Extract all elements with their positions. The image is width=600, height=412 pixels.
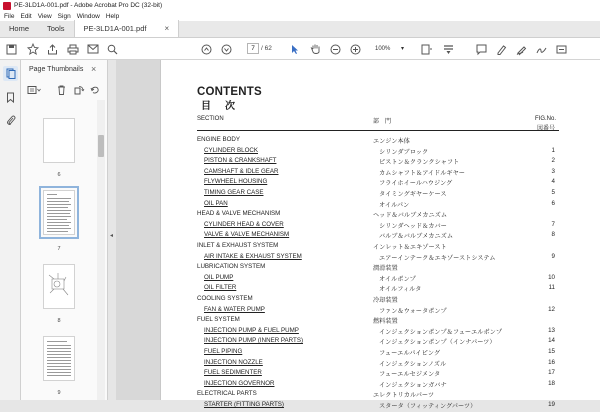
toc-entry-jp: タイミングギヤーケース — [379, 191, 447, 198]
tab-home[interactable] — [0, 20, 38, 37]
toc-row[interactable] — [197, 274, 559, 285]
toc-row[interactable] — [197, 157, 559, 168]
toc-fig-number: 16 — [548, 358, 555, 366]
toc-row[interactable] — [197, 147, 559, 158]
toc-fig-number: 15 — [548, 348, 555, 355]
print-icon[interactable] — [67, 42, 79, 56]
toc-entry-jp: ヘッド＆バルブメカニズム — [373, 212, 448, 220]
toc-row[interactable] — [197, 200, 559, 211]
toc-fig-number: 18 — [548, 379, 555, 387]
toc-row[interactable] — [197, 337, 559, 348]
toc-entry-link[interactable]: OIL PAN — [204, 199, 228, 207]
toc-row — [197, 295, 559, 306]
menu-sign[interactable]: Sign — [57, 12, 71, 20]
search-icon[interactable] — [107, 42, 118, 56]
toc-category: COOLING SYSTEM — [197, 295, 253, 302]
thumbnail-label-8: 8 — [57, 318, 61, 324]
toc-entry-link[interactable]: TIMING GEAR CASE — [204, 189, 264, 196]
toc-entry-jp: 冷却装置 — [373, 297, 398, 304]
window-title: PE-3LD1A-001.pdf - Adobe Acrobat Pro DC (32-bit) — [14, 2, 163, 9]
toc-row — [197, 263, 559, 274]
toc-fig-number: 3 — [551, 167, 555, 175]
column-header-dept: 部 門 — [373, 119, 392, 125]
tab-bar — [0, 21, 600, 38]
page-thumbnail-7[interactable] — [43, 190, 75, 235]
toc-entry-jp: フューエルパイピング — [379, 350, 441, 357]
main-toolbar — [0, 38, 600, 60]
toc-category: FUEL SYSTEM — [197, 316, 240, 324]
toc-row — [197, 242, 559, 253]
attachment-icon[interactable] — [5, 115, 16, 126]
panel-toolbar — [27, 84, 107, 96]
email-icon[interactable] — [87, 42, 99, 56]
page-thumbnail-6[interactable] — [43, 118, 75, 163]
document-view[interactable] — [116, 60, 600, 410]
header-divider — [197, 130, 559, 131]
close-icon[interactable]: × — [91, 64, 97, 74]
toc-entry-link[interactable]: FLYWHEEL HOUSING — [204, 178, 268, 186]
toc-entry-jp: フライホイールハウジング — [379, 180, 453, 188]
toc-fig-number: 1 — [551, 146, 555, 154]
acrobat-app-icon — [3, 2, 11, 10]
tab-document[interactable] — [74, 20, 180, 37]
toc-entry-jp: エアーインテーク＆エキゾーストシステム — [379, 254, 496, 262]
bookmark-icon[interactable] — [5, 92, 16, 103]
toc-category: HEAD & VALVE MECHANISM — [197, 210, 281, 218]
contents-heading: CONTENTS — [197, 86, 262, 98]
zoom-level-select[interactable] — [373, 43, 406, 54]
thumbnail-label-7: 7 — [57, 246, 61, 252]
more-tools-icon[interactable] — [556, 42, 567, 56]
toc-entry-link[interactable]: OIL FILTER — [204, 284, 237, 292]
toc-fig-number: 14 — [548, 337, 555, 345]
toc-entry-jp: インレット＆エキゾースト — [373, 244, 447, 251]
toc-fig-number: 8 — [551, 231, 555, 239]
toc-entry-jp: インジェクションポンプ（インナパーツ） — [379, 339, 496, 347]
toc-row[interactable] — [197, 380, 559, 391]
scroll-mode-icon[interactable] — [443, 42, 454, 56]
toc-fig-number: 5 — [551, 189, 555, 196]
toc-row[interactable] — [197, 189, 559, 200]
toc-fig-number: 12 — [548, 305, 555, 313]
toc-row[interactable] — [197, 178, 559, 189]
tab-tools-label: Tools — [47, 24, 65, 33]
title-bar — [0, 0, 600, 11]
toc-fig-number: 10 — [548, 273, 555, 281]
toc-row[interactable] — [197, 221, 559, 232]
toc-fig-number: 9 — [551, 252, 555, 260]
toc-entry-link[interactable]: CYLINDER HEAD & COVER — [204, 220, 284, 228]
toc-row — [197, 210, 559, 221]
toc-fig-number: 4 — [551, 178, 555, 186]
fit-page-icon[interactable] — [420, 42, 433, 56]
comment-icon[interactable] — [476, 42, 487, 56]
thumbnail-label-6: 6 — [57, 172, 61, 178]
contents-heading-jp: 目次 — [201, 101, 249, 112]
toc-entry-jp: インジェクションポンプ＆フューエルポンプ — [379, 328, 503, 336]
page-total: / 62 — [261, 45, 272, 52]
toc-entry-jp: スタータ（フィッティングパーツ） — [379, 403, 477, 410]
toc-category: INLET & EXHAUST SYSTEM — [197, 242, 279, 249]
toc-entry-link[interactable]: AIR INTAKE & EXHAUST SYSTEM — [204, 252, 302, 260]
page-thumbnails-icon[interactable] — [3, 66, 18, 81]
toc-entry-jp: オイルポンプ — [379, 275, 416, 283]
next-page-icon[interactable] — [221, 42, 232, 56]
toc-entry-jp: インジェクションノズル — [379, 360, 447, 368]
toc-fig-number: 6 — [551, 199, 555, 207]
toc-entry-jp: 潤滑装置 — [373, 265, 398, 273]
rotate-page-icon[interactable] — [74, 84, 84, 96]
toc-row[interactable] — [197, 231, 559, 242]
toc-row[interactable] — [197, 327, 559, 338]
toc-row — [197, 316, 559, 327]
toc-row[interactable] — [197, 306, 559, 317]
highlight-pen-icon[interactable] — [496, 42, 507, 56]
menu-view[interactable]: View — [37, 12, 52, 20]
toc-entry-jp: エンジン本体 — [373, 138, 410, 145]
select-cursor-icon[interactable] — [290, 42, 300, 56]
toc-entry-link[interactable]: PISTON & CRANKSHAFT — [204, 157, 277, 165]
column-header-fig-jp: 図番号 — [537, 126, 556, 132]
toc-entry-jp: シリンダブロック — [379, 148, 429, 156]
tab-home-label: Home — [9, 24, 30, 33]
toc-row[interactable] — [197, 284, 559, 295]
toc-entry-jp: インジェクションガバナ — [379, 381, 447, 389]
menu-file[interactable]: File — [4, 12, 15, 20]
zoom-level-value: 100% — [375, 45, 391, 52]
toc-fig-number: 19 — [548, 401, 555, 408]
toc-entry-link[interactable]: VALVE & VALVE MECHANISM — [204, 231, 290, 239]
toc-row[interactable] — [197, 168, 559, 179]
zoom-in-icon[interactable] — [350, 42, 361, 56]
chevron-down-icon: ▾ — [400, 46, 404, 52]
panel-title: Page Thumbnails — [29, 66, 84, 73]
hand-tool-icon[interactable] — [310, 42, 321, 56]
toc-row[interactable] — [197, 369, 559, 380]
toc-category: ELECTRICAL PARTS — [197, 390, 257, 398]
toc-entry-jp: シリンダヘッド＆カバー — [379, 222, 447, 230]
toc-entry-link[interactable]: FUEL PIPING — [204, 348, 243, 355]
toc-fig-number: 13 — [548, 326, 555, 334]
page-thumbnail-8[interactable] — [43, 264, 75, 309]
toc-category: ENGINE BODY — [197, 136, 240, 143]
toc-fig-number: 7 — [551, 220, 555, 228]
toc-row[interactable] — [197, 359, 559, 370]
page-number-input[interactable]: 7 — [247, 43, 259, 54]
thumbnail-label-9: 9 — [57, 390, 61, 396]
toc-row — [197, 136, 559, 147]
thumbnail-options-icon[interactable] — [27, 84, 41, 96]
toc-entry-link[interactable]: FUEL SEDIMENTER — [204, 369, 262, 377]
toc-entry-link[interactable]: INJECTION PUMP & FUEL PUMP — [204, 326, 299, 334]
tab-tools[interactable] — [38, 20, 74, 37]
page-thumbnail-9[interactable] — [43, 336, 75, 381]
previous-page-icon[interactable] — [201, 42, 212, 56]
toc-row[interactable] — [197, 401, 559, 412]
toc-entry-jp: エレクトリカルパーツ — [373, 392, 435, 400]
draw-icon[interactable] — [516, 42, 527, 56]
toc-row — [197, 390, 559, 401]
toc-fig-number: 17 — [548, 369, 555, 377]
undo-rotate-icon[interactable] — [90, 84, 100, 96]
toc-category: LUBRICATION SYSTEM — [197, 263, 266, 271]
menu-window[interactable]: Window — [76, 12, 100, 20]
column-header-section: SECTION — [197, 116, 224, 122]
pdf-page — [160, 60, 600, 410]
toc-row[interactable] — [197, 253, 559, 264]
toc-row[interactable] — [197, 348, 559, 359]
toc-entry-link[interactable]: CAMSHAFT & IDLE GEAR — [204, 167, 279, 175]
toc-entry-jp: ピストン＆クランクシャフト — [379, 159, 460, 167]
upload-icon[interactable] — [47, 42, 58, 56]
delete-page-icon[interactable] — [57, 84, 66, 96]
toc-entry-link[interactable]: INJECTION NOZZLE — [204, 358, 263, 366]
toc-entry-jp: ファン＆ウォータポンプ — [379, 307, 447, 315]
fill-sign-icon[interactable] — [536, 42, 547, 56]
toc-entry-jp: オイルパン — [379, 201, 410, 209]
panel-scrollbar-thumb[interactable] — [98, 135, 104, 157]
toc-entry-jp: バルブ＆バルブメカニズム — [379, 233, 454, 241]
toc-entry-link[interactable]: OIL PUMP — [204, 273, 234, 281]
zoom-out-icon[interactable] — [330, 42, 341, 56]
menu-help[interactable]: Help — [105, 12, 120, 20]
toc-entry-jp: オイルフィルタ — [379, 286, 422, 294]
toc-entry-link[interactable]: FAN & WATER PUMP — [204, 305, 265, 313]
toc-entry-jp: 燃料装置 — [373, 318, 398, 326]
toc-entry-jp: フューエルセジメンタ — [379, 371, 441, 379]
left-navigation-rail — [0, 60, 21, 400]
tab-document-label: PE-3LD1A-001.pdf — [83, 24, 147, 33]
toc-entry-link[interactable]: INJECTION PUMP (INNER PARTS) — [204, 337, 304, 345]
menu-edit[interactable]: Edit — [20, 12, 32, 20]
close-icon[interactable]: × — [164, 24, 170, 33]
toc-entry-link[interactable]: STARTER (FITTING PARTS) — [204, 401, 284, 408]
toc-entry-link[interactable]: INJECTION GOVERNOR — [204, 379, 275, 387]
save-icon[interactable] — [6, 42, 17, 56]
toc-fig-number: 2 — [551, 157, 555, 165]
bookmark-star-icon[interactable] — [27, 42, 39, 56]
column-header-fig: FIG.No. — [535, 116, 557, 122]
page-thumbnails-panel — [21, 60, 108, 400]
toc-entry-link[interactable]: CYLINDER BLOCK — [204, 146, 258, 154]
collapse-panel-arrow-icon[interactable]: ◂ — [110, 233, 114, 239]
toc-fig-number: 11 — [548, 284, 555, 292]
toc-entry-jp: カムシャフト＆アイドルギヤー — [379, 169, 465, 177]
